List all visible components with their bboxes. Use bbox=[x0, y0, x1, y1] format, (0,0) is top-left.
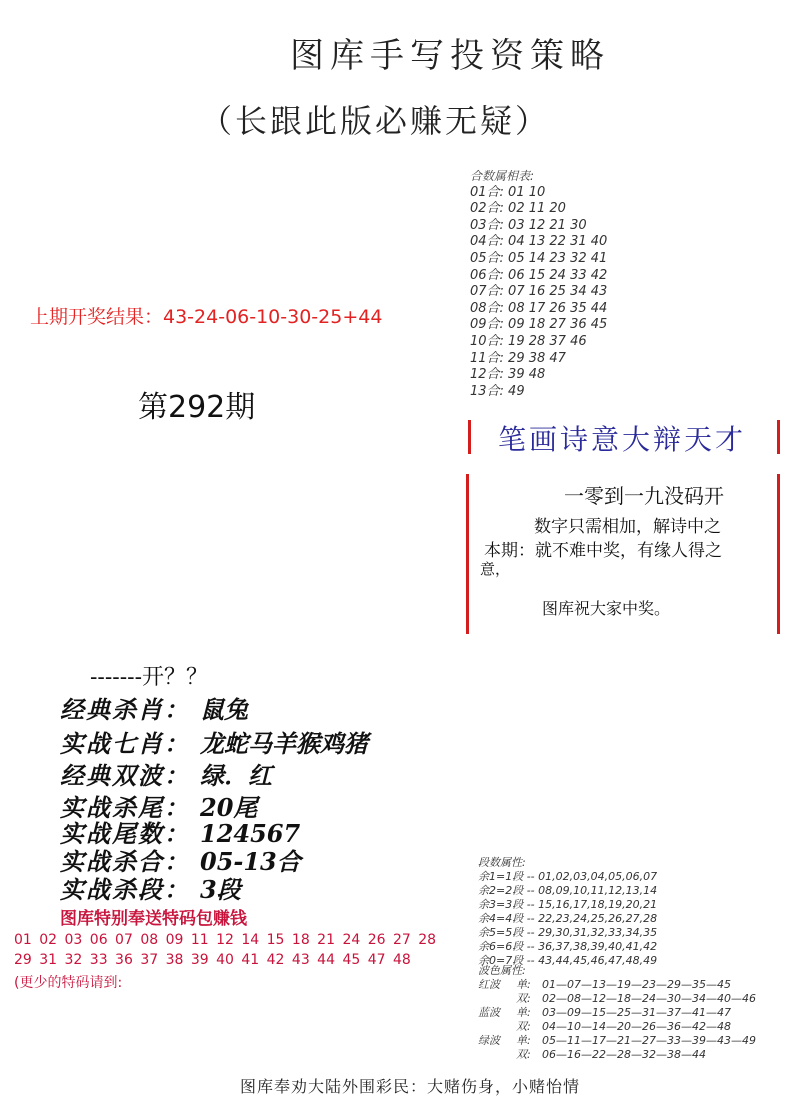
kill-row-value: 05-13合 bbox=[200, 847, 301, 876]
duanshu-row: 余6=6段 -- 36,37,38,39,40,41,42 bbox=[478, 940, 658, 953]
wave-nums: 04—10—14—20—26—36—42—48 bbox=[542, 1020, 731, 1033]
kill-row-value: 龙蛇马羊猴鸡猪 bbox=[200, 729, 368, 758]
heshu-row: 06合: 06 15 24 33 42 bbox=[470, 267, 608, 283]
poem-box bbox=[466, 474, 788, 636]
kill-row-value: 20尾 bbox=[200, 793, 258, 822]
kill-row-label: 经典杀肖： bbox=[60, 695, 190, 724]
duanshu-row: 余0=7段 -- 43,44,45,46,47,48,49 bbox=[478, 954, 658, 967]
poem-line-4: 意， bbox=[480, 560, 511, 578]
duanshu-row: 余2=2段 -- 08,09,10,11,12,13,14 bbox=[478, 884, 658, 897]
wave-parity: 单: bbox=[516, 978, 531, 991]
wave-nums: 06—16—22—28—32—38—44 bbox=[542, 1048, 706, 1061]
dash-line: -------开？？ bbox=[90, 665, 209, 690]
heshu-row: 08合: 08 17 26 35 44 bbox=[470, 300, 608, 316]
wave-table bbox=[478, 964, 788, 1062]
heshu-table bbox=[470, 168, 790, 400]
wave-nums: 01—07—13—19—23—29—35—45 bbox=[542, 978, 731, 991]
wave-row bbox=[478, 1034, 788, 1048]
red-bar-left bbox=[466, 474, 469, 634]
codes-line-1: 01 02 03 06 07 08 09 11 12 14 15 18 21 24 26 27 28 bbox=[14, 932, 437, 948]
fewer-codes-note: (更少的特码请到: bbox=[14, 975, 123, 991]
poem-line-2: 数字只需相加，解诗中之 bbox=[534, 517, 721, 537]
kill-row bbox=[60, 756, 272, 791]
duanshu-table bbox=[478, 856, 788, 968]
duanshu-row: 余1=1段 -- 01,02,03,04,05,06,07 bbox=[478, 870, 658, 883]
poem-heading: 笔画诗意大辩天才 bbox=[498, 423, 747, 456]
wave-row bbox=[478, 1020, 788, 1034]
kill-row-label: 实战七肖： bbox=[60, 729, 190, 758]
duanshu-row: 余5=5段 -- 29,30,31,32,33,34,35 bbox=[478, 926, 658, 939]
wave-parity: 双: bbox=[516, 992, 531, 1005]
kill-row-label: 实战杀段： bbox=[60, 875, 190, 904]
poem-line-5: 图库祝大家中奖。 bbox=[542, 599, 671, 618]
heshu-row: 04合: 04 13 22 31 40 bbox=[470, 234, 608, 250]
wave-title: 波色属性: bbox=[478, 964, 526, 977]
kill-row bbox=[60, 724, 368, 759]
heshu-row: 02合: 02 11 20 bbox=[470, 201, 566, 217]
red-bar-right bbox=[777, 420, 780, 454]
heshu-title: 合数属相表: bbox=[470, 169, 535, 183]
heshu-row: 03合: 03 12 21 30 bbox=[470, 217, 587, 233]
heshu-row: 12合: 39 48 bbox=[470, 367, 546, 383]
kill-row-label: 实战杀合： bbox=[60, 847, 190, 876]
wave-color: 红波 bbox=[478, 978, 500, 991]
last-result: 上期开奖结果：43-24-06-10-30-25+44 bbox=[30, 306, 383, 328]
duanshu-row: 余3=3段 -- 15,16,17,18,19,20,21 bbox=[478, 898, 658, 911]
duanshu-row: 余4=4段 -- 22,23,24,25,26,27,28 bbox=[478, 912, 658, 925]
wave-color: 蓝波 bbox=[478, 1006, 500, 1019]
poem-line-1: 一零到一九没码开 bbox=[564, 484, 724, 508]
kill-row-value: 鼠兔 bbox=[200, 695, 248, 724]
heshu-row: 11合: 29 38 47 bbox=[470, 350, 566, 366]
kill-row-value: 124567 bbox=[200, 819, 301, 848]
wave-parity: 单: bbox=[516, 1006, 531, 1019]
issue-number: 第292期 bbox=[138, 390, 256, 425]
wave-row bbox=[478, 992, 788, 1006]
heshu-row: 01合: 01 10 bbox=[470, 184, 546, 200]
duanshu-title: 段数属性: bbox=[478, 856, 526, 869]
kill-row-value: 3段 bbox=[200, 875, 241, 904]
wave-row bbox=[478, 1006, 788, 1020]
kill-row bbox=[60, 690, 248, 725]
wave-parity: 双: bbox=[516, 1048, 531, 1061]
wave-nums: 03—09—15—25—31—37—41—47 bbox=[542, 1006, 731, 1019]
kill-row-label: 经典双波： bbox=[60, 761, 190, 790]
kill-row bbox=[60, 870, 241, 905]
heshu-row: 10合: 19 28 37 46 bbox=[470, 333, 587, 349]
wave-parity: 单: bbox=[516, 1034, 531, 1047]
page-subtitle: （长跟此版必赚无疑） bbox=[200, 102, 551, 140]
wave-nums: 05—11—17—21—27—33—39—43—49 bbox=[542, 1034, 756, 1047]
poem-heading-box bbox=[468, 418, 788, 458]
wave-parity: 双: bbox=[516, 1020, 531, 1033]
kill-row-label: 实战尾数： bbox=[60, 819, 190, 848]
page-title: 图库手写投资策略 bbox=[290, 36, 610, 76]
poem-line-3: 本期：就不难中奖，有缘人得之 bbox=[484, 541, 722, 561]
heshu-row: 09合: 09 18 27 36 45 bbox=[470, 317, 608, 333]
footer-note: 图库奉劝大陆外围彩民：大赌伤身，小赌怡情 bbox=[240, 1077, 581, 1096]
wave-color: 绿波 bbox=[478, 1034, 500, 1047]
wave-row bbox=[478, 978, 788, 992]
wave-nums: 02—08—12—18—24—30—34—40—46 bbox=[542, 992, 756, 1005]
red-bar-right bbox=[777, 474, 780, 634]
kill-row-value: 绿．红 bbox=[200, 761, 272, 790]
heshu-row: 13合: 49 bbox=[470, 383, 525, 399]
heshu-row: 05合: 05 14 23 32 41 bbox=[470, 250, 608, 266]
heshu-row: 07合: 07 16 25 34 43 bbox=[470, 284, 608, 300]
codes-line-2: 29 31 32 33 36 37 38 39 40 41 42 43 44 45 47 48 bbox=[14, 952, 411, 968]
wave-row bbox=[478, 1048, 788, 1062]
red-bar-left bbox=[468, 420, 471, 454]
kill-row-label: 实战杀尾： bbox=[60, 793, 190, 822]
gift-title: 图库特别奉送特码包赚钱 bbox=[60, 909, 247, 929]
